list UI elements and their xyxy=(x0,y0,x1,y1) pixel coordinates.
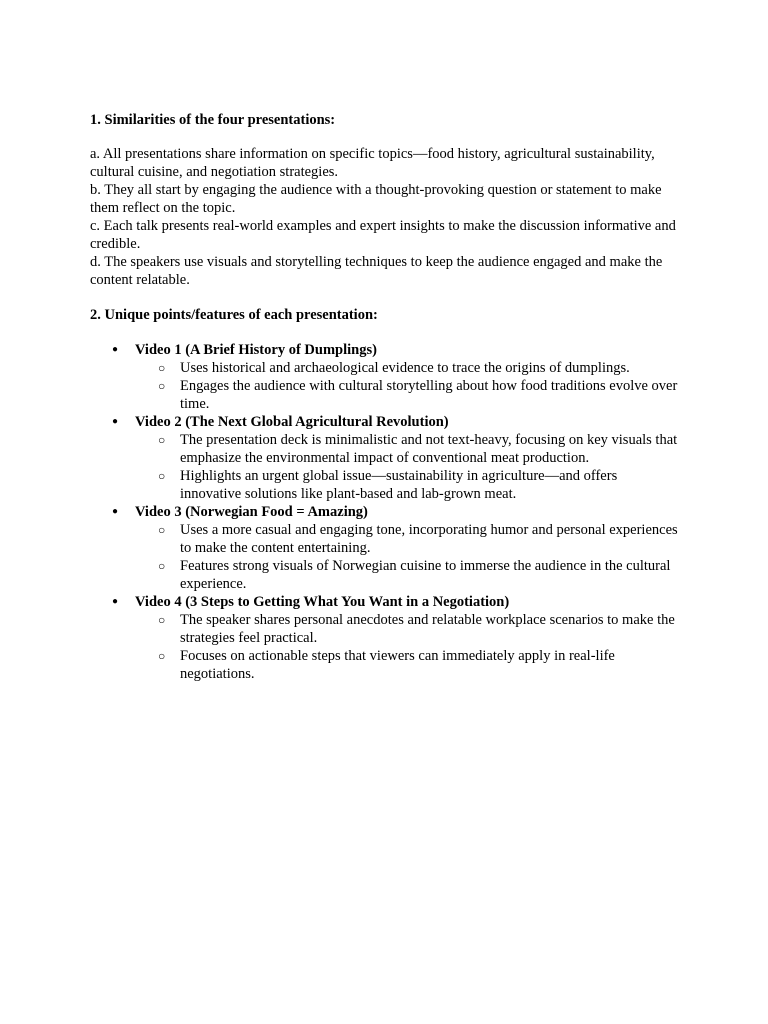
video-points xyxy=(135,521,680,593)
document-page xyxy=(90,111,680,683)
circle-bullet-icon: ○ xyxy=(158,379,166,393)
video-list xyxy=(90,341,680,683)
video-point xyxy=(135,359,680,377)
video-point xyxy=(135,467,680,503)
bullet-icon: ● xyxy=(112,416,119,427)
similarities-list xyxy=(90,145,680,289)
video-point xyxy=(135,521,680,557)
video-point xyxy=(135,377,680,413)
video-points xyxy=(135,359,680,413)
video-points xyxy=(135,431,680,503)
similarity-item-c: c. Each talk presents real-world examples and expert insights to make the discussion informative and credible. xyxy=(90,218,676,252)
video-point xyxy=(135,611,680,647)
video-title: Video 4 (3 Steps to Getting What You Want in a Negotiation) xyxy=(135,594,510,610)
similarity-item-b: b. They all start by engaging the audience with a thought-provoking question or statement to make them reflect on the topic. xyxy=(90,182,662,216)
circle-bullet-icon: ○ xyxy=(158,559,166,573)
point-text: The presentation deck is minimalistic and not text-heavy, focusing on key visuals that emphasize the environmental impact of conventional meat production. xyxy=(180,432,678,466)
video-title: Video 3 (Norwegian Food = Amazing) xyxy=(135,504,368,520)
video-item-1 xyxy=(90,341,680,413)
section1-heading: 1. Similarities of the four presentations: xyxy=(90,112,336,128)
bullet-icon: ● xyxy=(112,506,119,517)
video-item-3 xyxy=(90,503,680,593)
video-title: Video 2 (The Next Global Agricultural Revolution) xyxy=(135,414,449,430)
video-point xyxy=(135,431,680,467)
point-text: Highlights an urgent global issue—sustainability in agriculture—and offers innovative solutions like plant-based and lab-grown meat. xyxy=(180,468,618,502)
bullet-icon: ● xyxy=(112,596,119,607)
video-points xyxy=(135,611,680,683)
circle-bullet-icon: ○ xyxy=(158,523,166,537)
point-text: Uses a more casual and engaging tone, incorporating humor and personal experiences to make the content entertaining. xyxy=(180,522,678,556)
point-text: Uses historical and archaeological evidence to trace the origins of dumplings. xyxy=(180,360,630,376)
point-text: Engages the audience with cultural storytelling about how food traditions evolve over time. xyxy=(180,378,678,412)
similarity-item-a: a. All presentations share information on specific topics—food history, agricultural sustainability, cultural cuisine, and negotiation strategies. xyxy=(90,146,655,180)
bullet-icon: ● xyxy=(112,344,119,355)
section2-heading: 2. Unique points/features of each presentation: xyxy=(90,307,378,323)
video-point xyxy=(135,557,680,593)
video-point xyxy=(135,647,680,683)
point-text: The speaker shares personal anecdotes and relatable workplace scenarios to make the strategies feel practical. xyxy=(180,612,675,646)
circle-bullet-icon: ○ xyxy=(158,361,166,375)
video-item-2 xyxy=(90,413,680,503)
video-title: Video 1 (A Brief History of Dumplings) xyxy=(135,342,377,358)
circle-bullet-icon: ○ xyxy=(158,649,166,663)
circle-bullet-icon: ○ xyxy=(158,613,166,627)
similarity-item-d: d. The speakers use visuals and storytelling techniques to keep the audience engaged and make the content relatable. xyxy=(90,254,663,288)
point-text: Features strong visuals of Norwegian cuisine to immerse the audience in the cultural experience. xyxy=(180,558,671,592)
circle-bullet-icon: ○ xyxy=(158,469,166,483)
circle-bullet-icon: ○ xyxy=(158,433,166,447)
video-item-4 xyxy=(90,593,680,683)
point-text: Focuses on actionable steps that viewers can immediately apply in real-life negotiations. xyxy=(180,648,615,682)
